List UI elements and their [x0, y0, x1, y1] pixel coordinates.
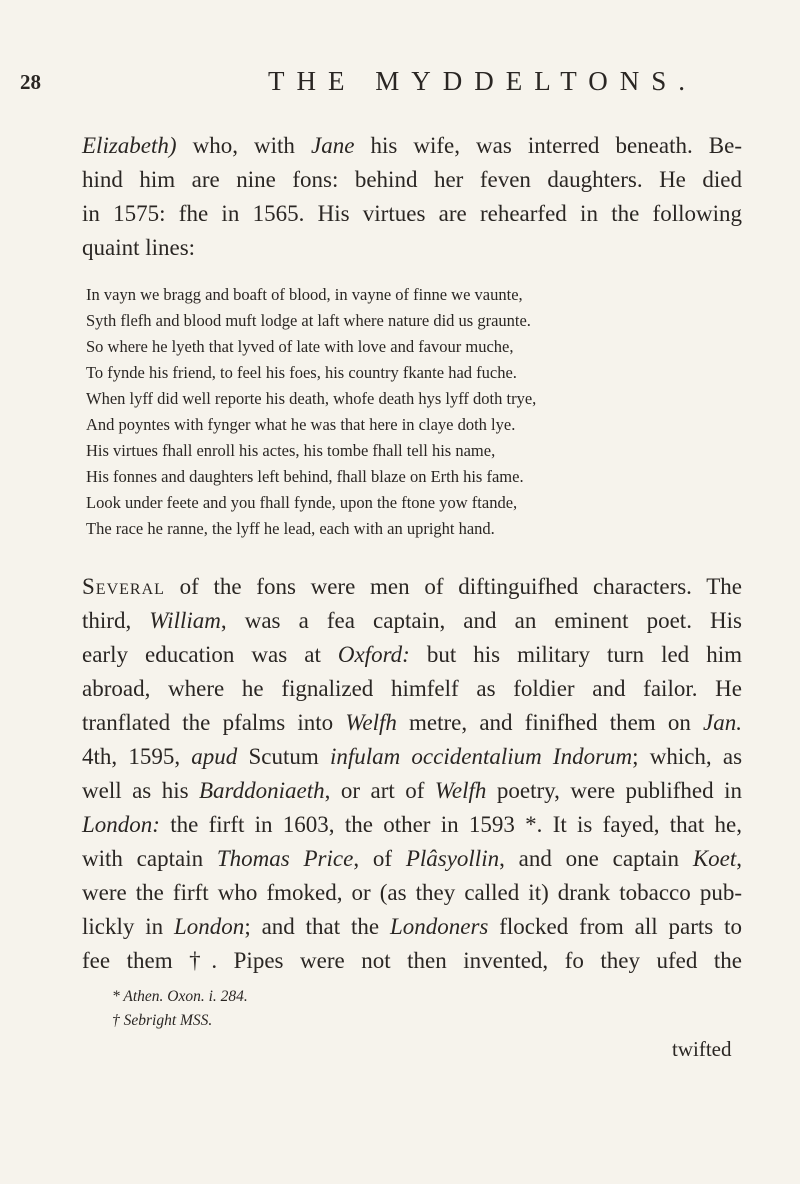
text-run: metre, and finifhed them on: [396, 710, 704, 735]
footnote: * Athen. Oxon. i. 284.: [112, 988, 248, 1005]
text-run: hind him are nine fons: behind her feven daughters. He died: [82, 167, 742, 192]
text-line: [82, 638, 742, 671]
text-run: Scutum: [237, 744, 330, 769]
italic-run: London: [174, 914, 245, 939]
poem-line: His fonnes and daughters left behind, fhall blaze on Erth his fame.: [86, 467, 524, 486]
italic-run: infulam occidentalium Indorum: [329, 744, 633, 769]
page-number: 28: [20, 70, 41, 94]
italic-run: William: [149, 608, 221, 633]
text-line: [82, 808, 742, 841]
text-run: abroad, where he fignalized himfelf as foldier and failor. He: [82, 676, 742, 701]
text-run: tranflated the pfalms into: [82, 710, 346, 735]
italic-run: Koet: [692, 846, 737, 871]
poem-line: When lyff did well reporte his death, whofe death hys lyff doth trye,: [86, 389, 537, 408]
text-line: [82, 604, 742, 637]
text-run: who, with: [176, 133, 311, 158]
small-caps-run: Several: [82, 574, 165, 599]
text-line: [82, 197, 742, 230]
text-line: [82, 129, 742, 162]
text-line: [82, 740, 742, 773]
italic-run: Londoners: [389, 914, 489, 939]
text-run: were the firft who fmoked, or (as they called it) drank tobacco pub-: [82, 880, 742, 905]
text-run: with captain: [82, 846, 217, 871]
text-run: the firft in 1603, the other in 1593 *. It is fayed, that he,: [159, 812, 742, 837]
text-run: quaint lines:: [82, 235, 196, 260]
text-run: ,: [736, 846, 743, 871]
text-run: lickly in: [82, 914, 175, 939]
text-line: [82, 910, 742, 943]
italic-run: Welfh: [345, 710, 397, 735]
italic-run: London:: [82, 812, 160, 837]
text-run: ; which, as: [632, 744, 743, 769]
text-run: , and one captain: [499, 846, 693, 871]
text-line: [82, 672, 742, 705]
text-run: fee them †. Pipes were not then invented, fo they ufed the: [82, 948, 742, 973]
poem-line: In vayn we bragg and boaft of blood, in vayne of finne we vaunte,: [86, 285, 523, 304]
italic-run: Jane: [310, 133, 355, 158]
poem-line: Look under feete and you fhall fynde, upon the ftone yow ftande,: [86, 493, 518, 512]
italic-run: Welfh: [434, 778, 487, 803]
text-run: but his military turn led him: [409, 642, 742, 667]
running-title: THE MYDDELTONS.: [268, 66, 698, 96]
italic-run: Oxford:: [337, 642, 410, 667]
text-line: [82, 570, 742, 603]
italic-run: Barddoniaeth: [199, 778, 325, 803]
text-run: ; and that the: [244, 914, 390, 939]
text-run: flocked from all parts to: [488, 914, 742, 939]
italic-run: Jan.: [703, 710, 742, 735]
catchword: twifted: [672, 1037, 732, 1061]
text-line: [82, 774, 742, 807]
text-run: poetry, were publifhed in: [486, 778, 742, 803]
poem-line: Syth flefh and blood muft lodge at laft where nature did us graunte.: [86, 311, 531, 330]
text-run: his wife, was interred beneath. Be-: [354, 133, 742, 158]
text-run: , or art of: [324, 778, 435, 803]
poem-line: To fynde his friend, to feel his foes, his country fkante had fuche.: [86, 363, 517, 382]
poem-line: His virtues fhall enroll his actes, his tombe fhall tell his name,: [86, 441, 496, 460]
italic-run: Elizabeth): [82, 133, 177, 158]
italic-run: Thomas Price: [216, 846, 354, 871]
poem-line: And poyntes with fynger what he was that here in claye doth lye.: [86, 415, 516, 434]
text-line: [82, 163, 742, 196]
text-run: , of: [353, 846, 406, 871]
text-line: [82, 231, 742, 264]
text-line: [82, 876, 742, 909]
text-line: [82, 706, 742, 739]
poem-line: The race he ranne, the lyff he lead, each with an upright hand.: [86, 519, 495, 538]
text-run: in 1575: fhe in 1565. His virtues are rehearfed in the following: [82, 201, 742, 226]
text-run: well as his: [82, 778, 199, 803]
poem-line: So where he lyeth that lyved of late with love and favour muche,: [86, 337, 514, 356]
text-run: of the fons were men of diftinguifhed characters. The: [164, 574, 742, 599]
italic-run: apud: [191, 744, 238, 769]
footnote: † Sebright MSS.: [112, 1012, 213, 1029]
text-run: , was a fea captain, and an eminent poet. His: [220, 608, 742, 633]
italic-run: Plâsyollin: [405, 846, 500, 871]
text-line: [82, 842, 742, 875]
text-line: [82, 944, 742, 977]
text-run: third,: [82, 608, 150, 633]
text-run: 4th, 1595,: [82, 744, 192, 769]
text-run: early education was at: [82, 642, 338, 667]
